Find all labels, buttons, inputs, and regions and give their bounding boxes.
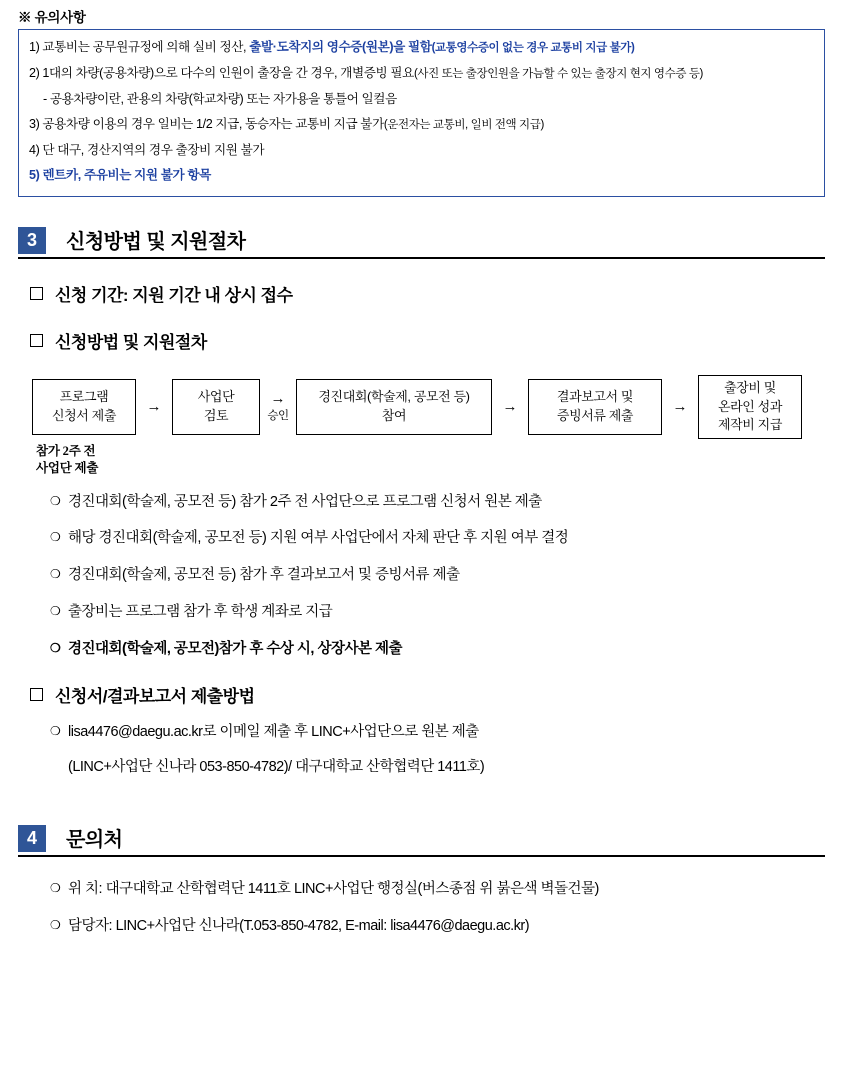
- circle-bullet-icon: ❍: [50, 724, 61, 739]
- flow-step-4-line2: 증빙서류 제출: [556, 407, 634, 423]
- circle-bullet-icon: ❍: [50, 880, 61, 895]
- notice-item-2-text-a: 1대의 차량(공용차량)으로 다수의 인원이 출장을 간 경우, 개별증빙 필요: [42, 65, 414, 80]
- circle-bullet-icon: ❍: [50, 530, 61, 545]
- section-3-header: [18, 227, 825, 259]
- flow-arrow-1-icon: [136, 399, 172, 416]
- list-item-text: 경진대회(학술제, 공모전 등) 참가 후 결과보고서 및 증빙서류 제출: [68, 567, 460, 584]
- submission-detail-text: (LINC+사업단 신나라 053-850-4782)/ 대구대학교 산학협력단 1411호): [68, 759, 485, 776]
- flow-step-1: [32, 379, 136, 435]
- list-item: [50, 602, 825, 624]
- subheading-submission-method-label: 신청서/결과보고서 제출방법: [55, 687, 255, 707]
- flow-arrow-1-glyph: →: [146, 397, 162, 415]
- list-item: [50, 565, 825, 587]
- contact-location-text: 위 치: 대구대학교 산학협력단 1411호 LINC+사업단 행정실(버스종점 위 붉은색 벽돌건물): [68, 880, 599, 897]
- flow-step-5: [698, 375, 802, 439]
- flow-arrow-2-glyph: →: [270, 390, 286, 408]
- notice-box: [18, 29, 825, 197]
- notice-item-1-text-a: 교통비는 공무원규정에 의해 실비 정산,: [42, 40, 250, 54]
- flow-arrow-2-icon: [260, 391, 296, 422]
- section-3: [18, 227, 825, 779]
- flow-step-3: [296, 379, 492, 435]
- section-4-title: 문의처: [66, 828, 123, 851]
- notice-item-1-number: 1): [29, 40, 40, 54]
- list-item-text: 출장비는 프로그램 참가 후 학생 계좌로 지급: [68, 603, 333, 620]
- section-4-number: 4: [18, 825, 46, 852]
- flow-step-5-line1: 출장비 및: [724, 379, 776, 395]
- contact-person-text: 담당자: LINC+사업단 신나라(T.053-850-4782, E-mail: lisa4476@daegu.ac.kr): [68, 917, 530, 934]
- flow-step-3-line2: 참여: [381, 407, 407, 423]
- notice-item-2-number: 2): [29, 65, 40, 80]
- list-item: [50, 722, 825, 744]
- subheading-application-period: [30, 281, 825, 306]
- circle-bullet-icon: ❍: [50, 603, 61, 618]
- submission-email-text: lisa4476@daegu.ac.kr로 이메일 제출 후 LINC+사업단으로 원본 제출: [68, 724, 479, 741]
- flow-step-1-line1: 프로그램: [59, 389, 109, 405]
- circle-bullet-icon: ❍: [50, 640, 61, 655]
- circle-bullet-icon: ❍: [50, 493, 61, 508]
- section-4: [18, 825, 825, 938]
- flow-note-line1: 참가 2주 전: [36, 443, 96, 458]
- notice-item-4-number: 4): [29, 142, 40, 157]
- notice-item-4: [29, 141, 814, 161]
- list-item-text: 경진대회(학술제, 공모전)참가 후 수상 시, 상장사본 제출: [68, 640, 403, 657]
- section-3-number: 3: [18, 227, 46, 254]
- circle-bullet-icon: ❍: [50, 567, 61, 582]
- flow-step-2-line1: 사업단: [197, 389, 235, 405]
- square-bullet-icon: [30, 287, 43, 300]
- flow-step-2: [172, 379, 260, 435]
- flow-step-3-line1: 경진대회(학술제, 공모전 등): [318, 389, 470, 405]
- list-item: [50, 639, 825, 661]
- list-item: [50, 879, 825, 901]
- process-flow-diagram: [32, 375, 825, 439]
- square-bullet-icon: [30, 688, 43, 701]
- circle-bullet-icon: ❍: [50, 917, 61, 932]
- flow-step-4-line1: 결과보고서 및: [556, 389, 634, 405]
- flow-step-2-line2: 검토: [203, 407, 229, 423]
- section-4-header: [18, 825, 825, 857]
- flow-arrow-3-icon: [492, 399, 528, 416]
- square-bullet-icon: [30, 334, 43, 347]
- flow-arrow-4-icon: [662, 399, 698, 416]
- flow-step-4: [528, 379, 662, 435]
- notice-item-4-text-a: 단 대구, 경산지역의 경우 출장비 지원 불가: [42, 142, 265, 157]
- subheading-application-process: [30, 328, 825, 353]
- subheading-submission-method: [30, 682, 825, 707]
- list-item-text: 해당 경진대회(학술제, 공모전 등) 지원 여부 사업단에서 자체 판단 후 지원 여부 결정: [68, 530, 569, 547]
- flow-note: [36, 443, 825, 477]
- flow-step-5-line3: 제작비 지급: [717, 417, 782, 433]
- flow-note-line2: 사업단 제출: [36, 460, 99, 475]
- list-item-text: 경진대회(학술제, 공모전 등) 참가 2주 전 사업단으로 프로그램 신청서 원본 제출: [68, 493, 542, 510]
- notice-item-1-text-c: (교통영수증이 없는 경우 교통비 지급 불가): [431, 42, 635, 54]
- flow-arrow-2-label: 승인: [267, 409, 289, 422]
- document-page: [0, 6, 843, 937]
- list-item: [50, 528, 825, 550]
- notice-item-3-text-a: 공용차량 이용의 경우 일비는 1/2 지급, 동승자는 교통비 지급 불가: [42, 117, 384, 132]
- flow-arrow-4-glyph: →: [672, 397, 688, 415]
- subheading-application-period-label: 신청 기간: 지원 기간 내 상시 접수: [55, 285, 293, 305]
- notice-item-5: 5) 렌트카, 주유비는 지원 불가 항목: [29, 168, 211, 183]
- notice-heading: ※ 유의사항: [18, 10, 86, 25]
- notice-item-1-text-b: 출발·도착지의 영수증(원본)을 필함: [249, 40, 432, 54]
- flow-arrow-3-glyph: →: [502, 397, 518, 415]
- flow-step-5-line2: 온라인 성과: [717, 398, 782, 414]
- subheading-application-process-label: 신청방법 및 지원절차: [55, 332, 207, 352]
- notice-item-3: [29, 115, 814, 135]
- list-item: [50, 492, 825, 514]
- notice-subitem: - 공용차량이란, 관용의 차량(학교차량) 또는 자가용을 통틀어 일컬음: [43, 91, 397, 106]
- list-item: [50, 916, 825, 938]
- notice-item-2-text-b: (사진 또는 출장인원을 가늠할 수 있는 출장지 현지 영수증 등): [413, 67, 703, 80]
- notice-item-2: [29, 64, 814, 84]
- notice-item-3-text-b: (운전자는 교통비, 일비 전액 지급): [383, 119, 544, 132]
- flow-step-1-line2: 신청서 제출: [51, 407, 116, 423]
- notice-item-3-number: 3): [29, 117, 40, 132]
- section-3-title: 신청방법 및 지원절차: [66, 230, 246, 253]
- notice-item-1: [29, 38, 814, 58]
